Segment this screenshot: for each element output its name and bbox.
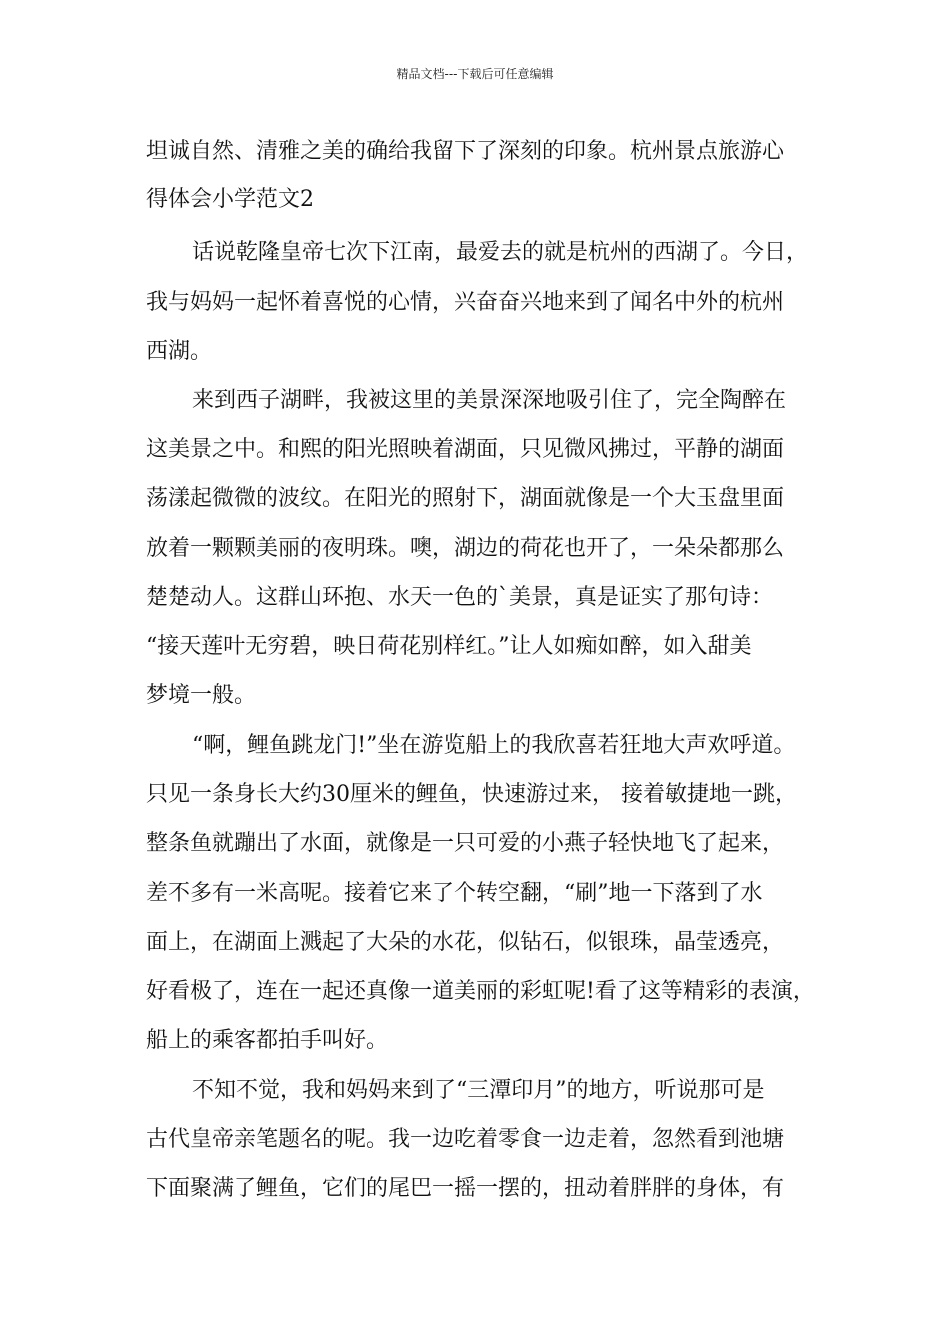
text-line-12: 梦境一般。: [146, 683, 257, 708]
text-line-19: 船上的乘客都拍手叫好。: [146, 1028, 389, 1053]
text-line-21: 古代皇帝亲笔题名的呢。我一边吃着零食一边走着，忽然看到池塘: [146, 1127, 785, 1152]
text-line-8: 荡漾起微微的波纹。在阳光的照射下，湖面就像是一个大玉盘里面: [146, 486, 785, 511]
text-line-16: 差不多有一米高呢。接着它来了个转空翻，“刷”地一下落到了水: [146, 881, 763, 906]
text-line-15: 整条鱼就蹦出了水面，就像是一只可爱的小燕子轻快地飞了起来，: [146, 831, 785, 856]
text-line-11: “接天莲叶无穷碧，映日荷花别样红。”让人如痴如醉，如入甜美: [146, 634, 752, 659]
page-header: 精品文档---下载后可任意编辑: [396, 67, 554, 81]
text-line-1: 坦诚自然、清雅之美的确给我留下了深刻的印象。杭州景点旅游心: [146, 139, 785, 164]
text-line-18: 好看极了，连在一起还真像一道美丽的彩虹呢!看了这等精彩的表演，: [146, 979, 815, 1004]
text-line-3: 话说乾隆皇帝七次下江南，最爱去的就是杭州的西湖了。今日，: [192, 240, 809, 265]
text-line-2: 得体会小学范文2: [146, 187, 314, 212]
text-line-20: 不知不觉，我和妈妈来到了“三潭印月”的地方，听说那可是: [192, 1078, 765, 1103]
text-line-10: 楚楚动人。这群山环抱、水天一色的`美景，真是证实了那句诗：: [146, 585, 774, 610]
text-line-5: 西湖。: [146, 339, 213, 364]
text-line-4: 我与妈妈一起怀着喜悦的心情，兴奋奋兴地来到了闻名中外的杭州: [146, 290, 785, 315]
text-line-22: 下面聚满了鲤鱼，它们的尾巴一摇一摆的，扭动着胖胖的身体，有: [146, 1176, 785, 1201]
text-line-17: 面上，在湖面上溅起了大朵的水花，似钻石，似银珠，晶莹透亮，: [146, 930, 785, 955]
text-line-13: “啊，鲤鱼跳龙门!”坐在游览船上的我欣喜若狂地大声欢呼道。: [192, 733, 796, 758]
text-line-7: 这美景之中。和熙的阳光照映着湖面，只见微风拂过，平静的湖面: [146, 437, 785, 462]
text-line-14: 只见一条身长大约30厘米的鲤鱼，快速游过来， 接着敏捷地一跳，: [146, 782, 797, 807]
text-line-6: 来到西子湖畔，我被这里的美景深深地吸引住了，完全陶醉在: [192, 388, 787, 413]
text-line-9: 放着一颗颗美丽的夜明珠。噢，湖边的荷花也开了，一朵朵都那么: [146, 536, 785, 561]
